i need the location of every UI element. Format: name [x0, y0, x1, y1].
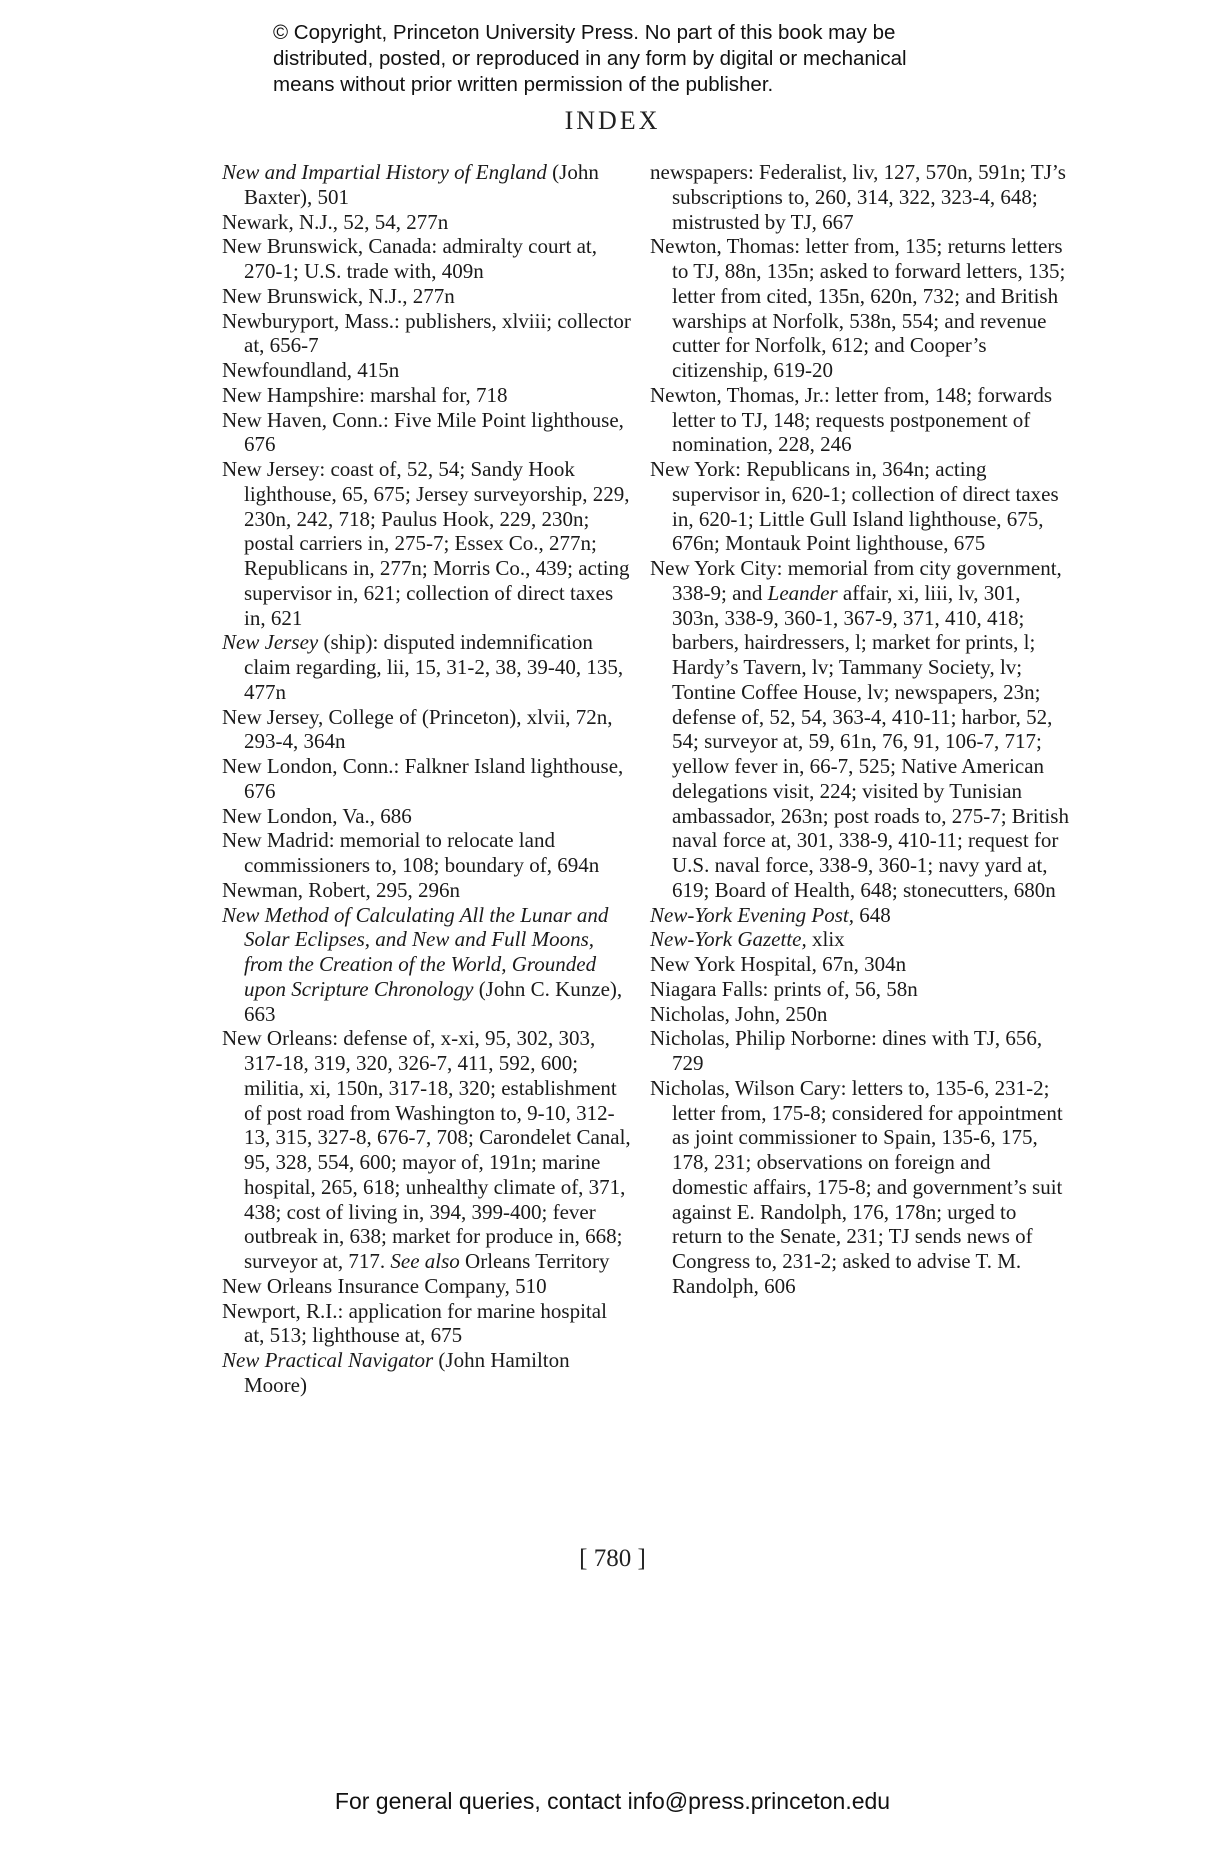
entry-italic-text: New Jersey: [222, 630, 319, 655]
entry-text: New Hampshire: marshal for, 718: [222, 382, 508, 407]
entry-text: Nicholas, John, 250n: [650, 1001, 828, 1026]
index-entry: [650, 1076, 1070, 1299]
entry-text: New London, Va., 686: [222, 803, 412, 828]
entry-text: xlix: [806, 927, 845, 952]
page-number: [ 780 ]: [579, 1545, 646, 1572]
index-entry: [222, 234, 632, 284]
entry-italic-text: See also: [390, 1249, 460, 1273]
footer-contact: For general queries, contact info@press.princeton.edu: [334, 1788, 891, 1814]
entry-italic-text: New Method of Calculating All the Lunar and Solar Eclipses, and New and Full Moons, from the Creation of the World, Grounded upon Scripture Chronology: [222, 902, 609, 1001]
entry-text: Nicholas, Philip Norborne: dines with TJ, 656, 729: [650, 1026, 1043, 1075]
index-entry: [222, 705, 632, 755]
index-entry: [222, 160, 632, 210]
index-entry: [222, 1026, 632, 1274]
entry-italic-text: Leander: [767, 580, 838, 605]
entry-text: Newfoundland, 415n: [222, 358, 400, 382]
index-entry: [650, 383, 1070, 457]
index-entry: [650, 1002, 1070, 1027]
index-entry: [222, 210, 632, 235]
entry-text: New York Hospital, 67n, 304n: [650, 952, 907, 976]
entry-text: New Orleans: defense of, x-xi, 95, 302, 303, 317-18, 319, 320, 326-7, 411, 592, 600; militia, xi, 150n, 317-18, 320; establishment of post road from Washington to, 9-10, 312-13, 315, 327-8, 676-7, 708; Carondelet Canal, 95, 328, 554, 600; mayor of, 191n; marine hospital, 265, 618; unhealthy climate of, 371, 438; cost of living in, 394, 399-400; fever outbreak in, 638; market for produce in, 668; surveyor at, 717.: [222, 1026, 631, 1273]
entry-text: New Brunswick, Canada: admiralty court at, 270-1; U.S. trade with, 409n: [222, 234, 597, 283]
index-entry: [222, 309, 632, 359]
entry-text: Niagara Falls: prints of, 56, 58n: [650, 976, 918, 1001]
entry-text: affair, xi, liii, lv, 301, 303n, 338-9, 360-1, 367-9, 371, 410, 418; barbers, hairdressers, l; market for prints, l; Hardy’s Tavern, lv; Tammany Society, lv; Tontine Coffee House, lv; newspapers, 23n; defense of, 52, 54, 363-4, 410-11; harbor, 52, 54; surveyor at, 59, 61n, 76, 91, 106-7, 717; yellow fever in, 66-7, 525; Native American delegations visit, 224; visited by Tunisian ambassador, 263n; post roads to, 275-7; British naval force at, 301, 338-9, 410-11; request for U.S. naval force, 338-9, 360-1; navy yard at, 619; Board of Health, 648; stonecutters, 680n: [672, 580, 1069, 902]
entry-italic-text: New-York Evening Post,: [650, 902, 854, 927]
index-entry: [650, 952, 1070, 977]
index-entry: [222, 903, 632, 1027]
index-entry: [222, 383, 632, 408]
index-entry: [222, 358, 632, 383]
entry-text: New Brunswick, N.J., 277n: [222, 283, 455, 308]
index-entry: [222, 1299, 632, 1349]
index-entry: [650, 927, 1070, 952]
entry-text: Newton, Thomas: letter from, 135; returns letters to TJ, 88n, 135n; asked to forward letters, 135; letter from cited, 135n, 620n, 732; and British warships at Norfolk, 538n, 554; and revenue cutter for Norfolk, 612; and Cooper’s citizenship, 619-20: [650, 234, 1066, 382]
index-entry: [222, 828, 632, 878]
entry-text: (John C. Kunze), 663: [244, 976, 623, 1026]
entry-text: New Haven, Conn.: Five Mile Point lighthouse, 676: [222, 407, 624, 457]
index-entry: [650, 903, 1070, 928]
entry-italic-text: New Practical Navigator: [222, 1348, 434, 1372]
index-entry: [222, 457, 632, 630]
entry-text: Newton, Thomas, Jr.: letter from, 148; forwards letter to TJ, 148; requests postponement of nomination, 228, 246: [650, 382, 1053, 457]
entry-text: Newman, Robert, 295, 296n: [222, 877, 460, 902]
index-entry: [650, 977, 1070, 1002]
copyright-notice: © Copyright, Princeton University Press. No part of this book may be distributed, posted, or reproduced in any form by digital or mechanical means without prior written permission of the publisher.: [273, 21, 907, 96]
index-entry: [650, 160, 1070, 234]
index-entry: [222, 1274, 632, 1299]
entry-text: New Madrid: memorial to relocate land commissioners to, 108; boundary of, 694n: [222, 828, 600, 877]
entry-text: newspapers: Federalist, liv, 127, 570n, 591n; TJ’s subscriptions to, 260, 314, 322, 323-4, 648; mistrusted by TJ, 667: [650, 160, 1066, 234]
entry-text: Orleans Territory: [459, 1249, 610, 1273]
entry-italic-text: New-York Gazette,: [650, 927, 807, 952]
index-entry: [222, 408, 632, 458]
index-entry: [222, 630, 632, 704]
page-title: INDEX: [564, 106, 661, 135]
index-column-right: [650, 160, 1070, 1299]
entry-text: New York: Republicans in, 364n; acting supervisor in, 620-1; collection of direct taxes in, 620-1; Little Gull Island lighthouse, 675, 676n; Montauk Point lighthouse, 675: [650, 457, 1059, 556]
index-entry: [650, 234, 1070, 383]
entry-text: Newburyport, Mass.: publishers, xlviii; collector at, 656-7: [222, 308, 631, 358]
entry-text: (John Baxter), 501: [244, 160, 599, 209]
entry-text: 648: [853, 902, 891, 927]
entry-text: New Jersey, College of (Princeton), xlvii, 72n, 293-4, 364n: [222, 704, 613, 754]
index-column-left: [222, 160, 632, 1398]
entry-text: (John Hamilton Moore): [244, 1348, 570, 1397]
entry-text: New York City: memorial from city government, 338-9; and: [650, 556, 1062, 605]
index-entry: [650, 457, 1070, 556]
entry-text: Newark, N.J., 52, 54, 277n: [222, 209, 449, 234]
index-entry: [222, 754, 632, 804]
index-entry: [222, 284, 632, 309]
entry-text: New Orleans Insurance Company, 510: [222, 1273, 547, 1298]
index-entry: [650, 1026, 1070, 1076]
index-entry: [222, 1348, 632, 1398]
entry-text: New London, Conn.: Falkner Island lighthouse, 676: [222, 754, 624, 803]
entry-text: (ship): disputed indemnification claim regarding, lii, 15, 31-2, 38, 39-40, 135, 477n: [244, 630, 624, 704]
index-entry: [222, 804, 632, 829]
index-entry: [650, 556, 1070, 903]
entry-text: New Jersey: coast of, 52, 54; Sandy Hook lighthouse, 65, 675; Jersey surveyorship, 229, 230n, 242, 718; Paulus Hook, 229, 230n; postal carriers in, 275-7; Essex Co., 277n; Republicans in, 277n; Morris Co., 439; acting supervisor in, 621; collection of direct taxes in, 621: [222, 457, 630, 630]
entry-text: Newport, R.I.: application for marine hospital at, 513; lighthouse at, 675: [222, 1298, 607, 1348]
entry-italic-text: New and Impartial History of England: [222, 160, 547, 184]
index-entry: [222, 878, 632, 903]
entry-text: Nicholas, Wilson Cary: letters to, 135-6, 231-2; letter from, 175-8; considered for appointment as joint commissioner to Spain, 135-6, 175, 178, 231; observations on foreign and domestic affairs, 175-8; and government’s suit against E. Randolph, 176, 178n; urged to return to the Senate, 231; TJ sends news of Congress to, 231-2; asked to advise T. M. Randolph, 606: [650, 1075, 1063, 1298]
